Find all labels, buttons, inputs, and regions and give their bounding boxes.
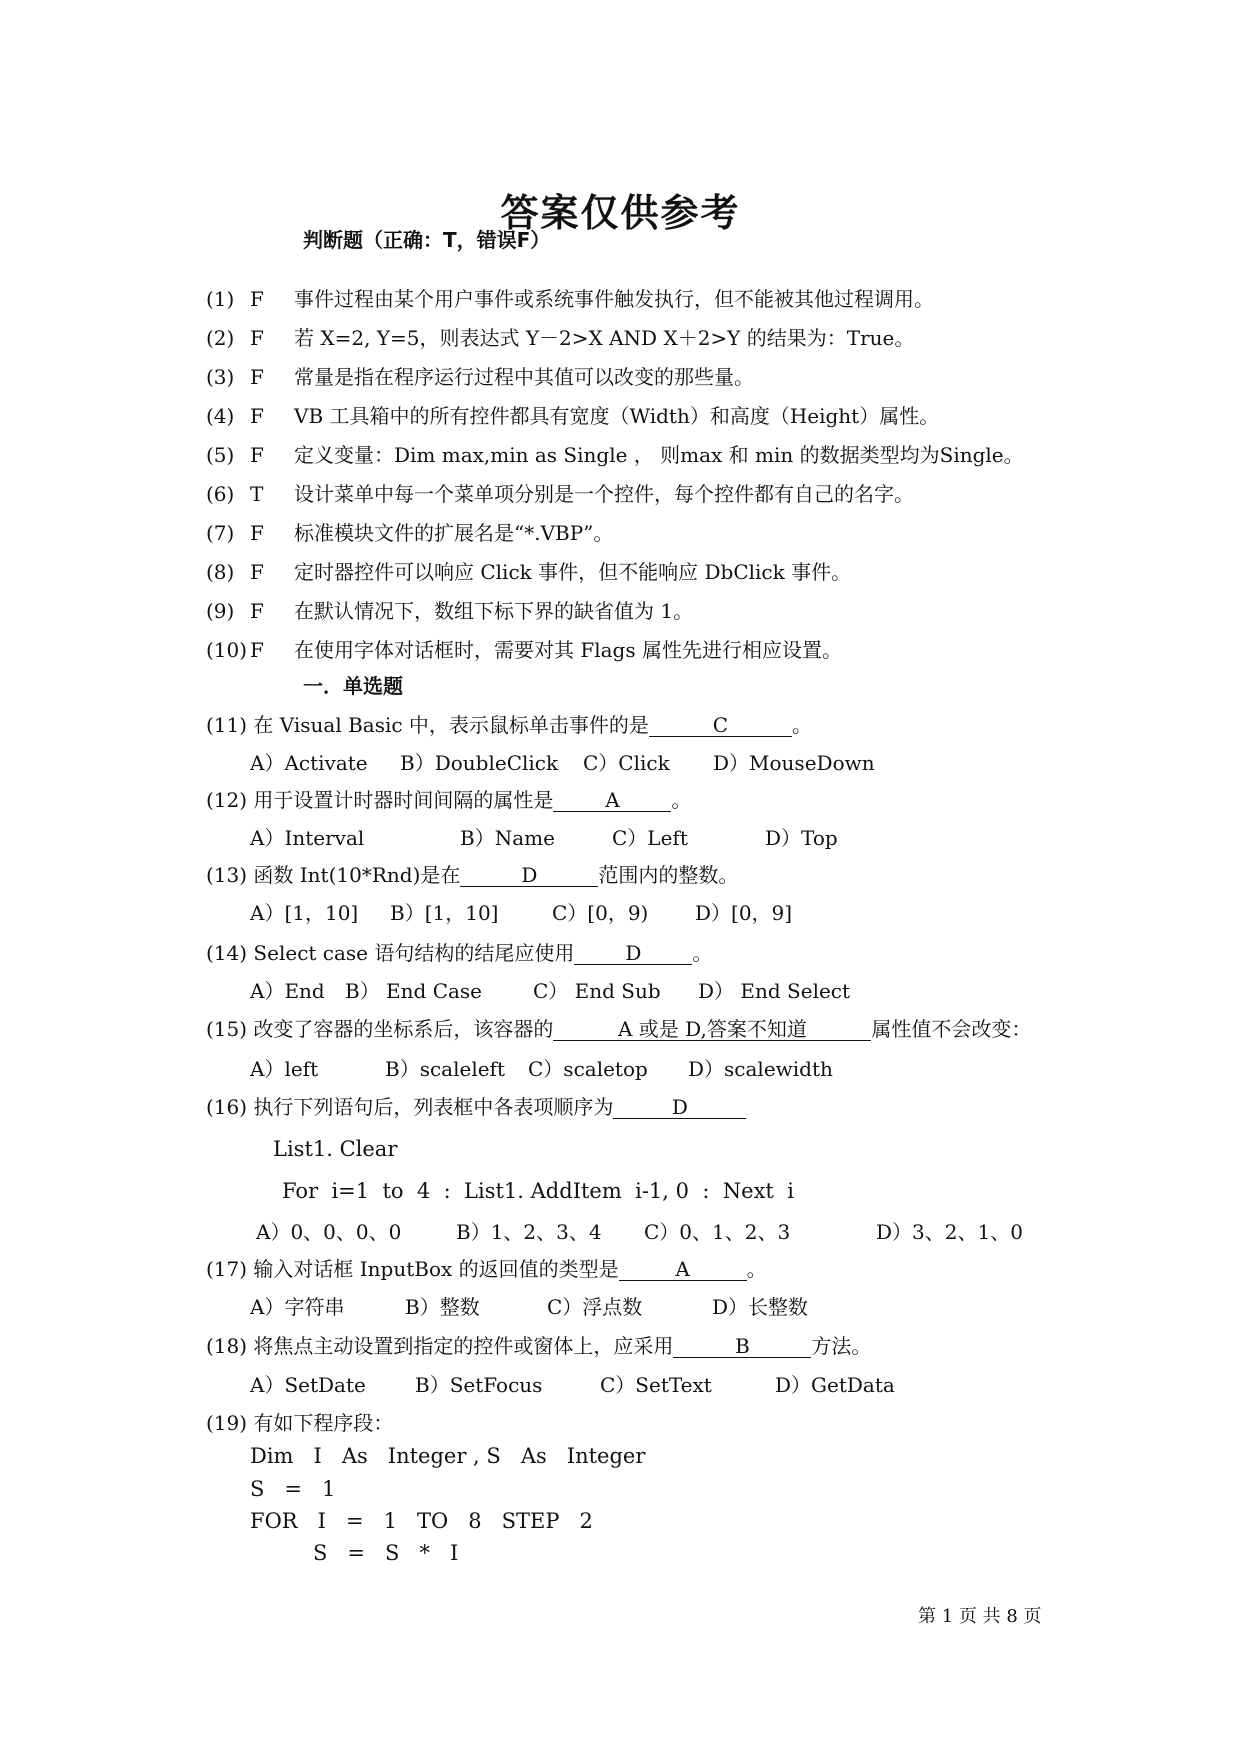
mc-question: (13) 函数 Int(10*Rnd)是在 D 范围内的整数。 bbox=[206, 863, 739, 887]
mc-options: A）Interval B）Name C）Left D）Top bbox=[250, 826, 838, 850]
mc-question: (11) 在 Visual Basic 中，表示鼠标单击事件的是 C 。 bbox=[206, 713, 812, 737]
page-footer: 第 1 页 共 8 页 bbox=[918, 1606, 1042, 1627]
mc-options: A）[1，10] B）[1，10] C）[0，9) D）[0，9] bbox=[250, 901, 793, 925]
answer-blank: A 或是 D,答案不知道 bbox=[553, 1018, 871, 1041]
mc-options: A）End B） End Case C） End Sub D） End Select bbox=[250, 979, 851, 1003]
code-line: List1. Clear bbox=[273, 1137, 398, 1161]
tf-item: (3) F 常量是指在程序运行过程中其值可以改变的那些量。 bbox=[206, 365, 754, 389]
answer-blank: A bbox=[619, 1258, 747, 1281]
tf-item: (9) F 在默认情况下，数组下标下界的缺省值为 1。 bbox=[206, 599, 694, 623]
mc-options: A）0、0、0、0 B）1、2、3、4 C）0、1、2、3 D）3、2、1、0 bbox=[256, 1220, 1023, 1244]
mc-section-heading: 一．单选题 bbox=[303, 674, 403, 698]
code-line: FOR I = 1 TO 8 STEP 2 bbox=[250, 1509, 593, 1533]
answer-blank: B bbox=[673, 1335, 811, 1358]
answer-blank: D bbox=[460, 864, 598, 887]
mc-options: A）字符串 B）整数 C）浮点数 D）长整数 bbox=[250, 1295, 809, 1319]
tf-item: (1) F 事件过程由某个用户事件或系统事件触发执行，但不能被其他过程调用。 bbox=[206, 287, 934, 311]
code-line: S = S * I bbox=[313, 1541, 459, 1565]
tf-item: (5) F 定义变量：Dim max,min as Single ， 则max 和 min 的数据类型均为Single。 bbox=[206, 443, 1024, 467]
mc-options: A）SetDate B）SetFocus C）SetText D）GetData bbox=[250, 1373, 895, 1397]
tf-item: (8) F 定时器控件可以响应 Click 事件，但不能响应 DbClick 事件。 bbox=[206, 560, 852, 584]
mc-question: (19) 有如下程序段： bbox=[206, 1411, 394, 1435]
tf-item: (4) F VB 工具箱中的所有控件都具有宽度（Width）和高度（Height）属性。 bbox=[206, 404, 940, 428]
code-line: For i=1 to 4 : List1. AddItem i-1, 0 : Next i bbox=[282, 1179, 794, 1203]
mc-question: (16) 执行下列语句后，列表框中各表项顺序为 D bbox=[206, 1094, 746, 1120]
tf-item: (6) T 设计菜单中每一个菜单项分别是一个控件，每个控件都有自己的名字。 bbox=[206, 482, 914, 506]
mc-question: (12) 用于设置计时器时间间隔的属性是 A 。 bbox=[206, 788, 692, 812]
tf-item: (2) F 若 X=2, Y=5，则表达式 Y－2>X AND X＋2>Y 的结果为：True。 bbox=[206, 326, 915, 350]
mc-options: A）Activate B）DoubleClick C）Click D）MouseDown bbox=[250, 751, 875, 775]
answer-blank: D bbox=[574, 942, 692, 965]
code-line: Dim I As Integer , S As Integer bbox=[250, 1444, 646, 1468]
mc-question: (14) Select case 语句结构的结尾应使用 D 。 bbox=[206, 941, 713, 965]
mc-options: A）left B）scaleleft C）scaletop D）scalewidth bbox=[250, 1057, 833, 1081]
tf-section-heading: 判断题（正确：T，错误F） bbox=[303, 228, 551, 252]
answer-blank: C bbox=[649, 714, 792, 737]
code-line: S = 1 bbox=[250, 1477, 336, 1501]
page-title: 答案仅供参考 bbox=[500, 190, 741, 235]
mc-question: (18) 将焦点主动设置到指定的控件或窗体上，应采用 B 方法。 bbox=[206, 1334, 872, 1358]
tf-item: (10) F 在使用字体对话框时，需要对其 Flags 属性先进行相应设置。 bbox=[206, 638, 842, 662]
answer-blank: D bbox=[613, 1096, 746, 1119]
tf-item: (7) F 标准模块文件的扩展名是“*.VBP”。 bbox=[206, 521, 614, 545]
answer-blank: A bbox=[553, 789, 671, 812]
mc-question: (15) 改变了容器的坐标系后，该容器的 A 或是 D,答案不知道 属性值不会改变： bbox=[206, 1017, 1032, 1041]
mc-question: (17) 输入对话框 InputBox 的返回值的类型是 A 。 bbox=[206, 1257, 767, 1281]
